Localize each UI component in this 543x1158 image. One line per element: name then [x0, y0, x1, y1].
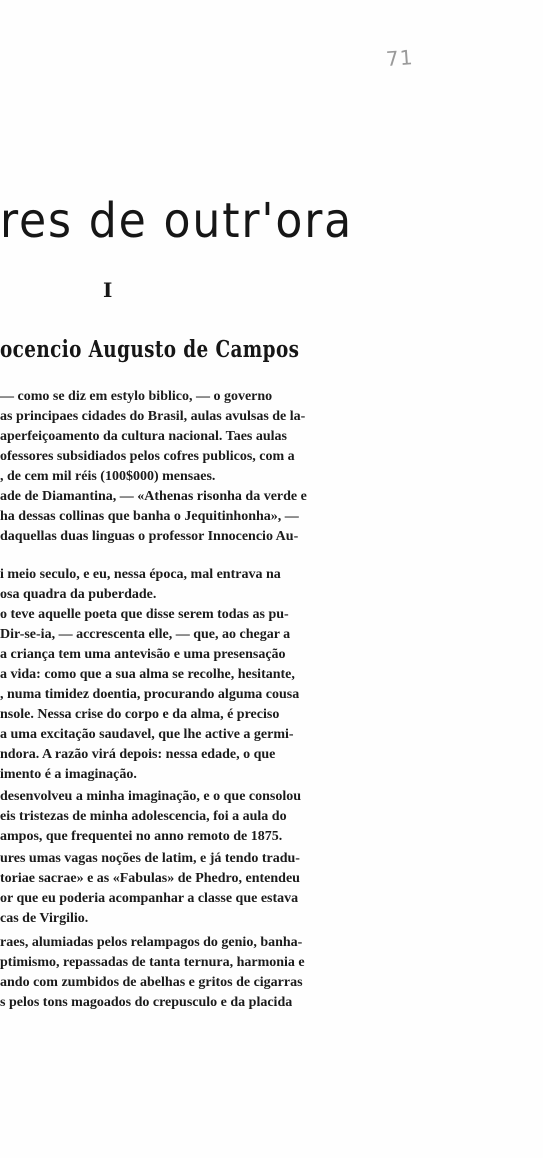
body-line: aperfeiçoamento da cultura nacional. Taes aulas: [0, 429, 288, 444]
body-line: Dir-se-ia, — accrescenta elle, — que, ao chegar a: [0, 627, 291, 642]
body-line: nsole. Nessa crise do corpo e da alma, é preciso: [0, 707, 280, 722]
body-line: s pelos tons magoados do crepusculo e da placida: [0, 995, 293, 1010]
section-numeral: I: [103, 278, 113, 302]
body-line: , numa timidez doentia, procurando alguma cousa: [0, 687, 300, 702]
body-line: ures umas vagas noções de latim, e já tendo tradu-: [0, 851, 300, 866]
body-line: as principaes cidades do Brasil, aulas avulsas de la-: [0, 409, 306, 424]
body-line: desenvolveu a minha imaginação, e o que consolou: [0, 789, 302, 804]
body-line: — como se diz em estylo biblico, — o governo: [0, 389, 273, 404]
body-line: cas de Virgilio.: [0, 911, 89, 926]
body-line: ampos, que frequentei no anno remoto de 1875.: [0, 829, 283, 844]
body-line: osa quadra da puberdade.: [0, 587, 157, 602]
section-subtitle: ocencio Augusto de Campos: [0, 336, 300, 363]
chapter-title: res de outr'ora: [0, 193, 354, 249]
body-line: ade de Diamantina, — «Athenas risonha da verde e: [0, 489, 307, 504]
body-line: i meio seculo, e eu, nessa época, mal entrava na: [0, 567, 281, 582]
body-line: daquellas duas linguas o professor Innocencio Au-: [0, 529, 299, 544]
body-line: ptimismo, repassadas de tanta ternura, harmonia e: [0, 955, 305, 970]
page-number: 71: [385, 45, 415, 71]
body-line: ando com zumbidos de abelhas e gritos de cigarras: [0, 975, 303, 990]
body-line: toriae sacrae» e as «Fabulas» de Phedro, entendeu: [0, 871, 300, 886]
body-line: or que eu poderia acompanhar a classe que estava: [0, 891, 299, 906]
body-line: , de cem mil réis (100$000) mensaes.: [0, 469, 216, 484]
body-line: imento é a imaginação.: [0, 767, 137, 782]
body-line: eis tristezas de minha adolescencia, foi a aula do: [0, 809, 287, 824]
body-line: ndora. A razão virá depois: nessa edade, o que: [0, 747, 276, 762]
body-line: o teve aquelle poeta que disse serem todas as pu-: [0, 607, 289, 622]
body-line: raes, alumiadas pelos relampagos do genio, banha-: [0, 935, 303, 950]
body-line: a vida: como que a sua alma se recolhe, hesitante,: [0, 667, 295, 682]
body-line: ha dessas collinas que banha o Jequitinhonha», —: [0, 509, 299, 524]
body-line: a criança tem uma antevisão e uma presensação: [0, 647, 286, 662]
body-line: a uma excitação saudavel, que lhe active a germi-: [0, 727, 294, 742]
body-line: ofessores subsidiados pelos cofres publicos, com a: [0, 449, 295, 464]
